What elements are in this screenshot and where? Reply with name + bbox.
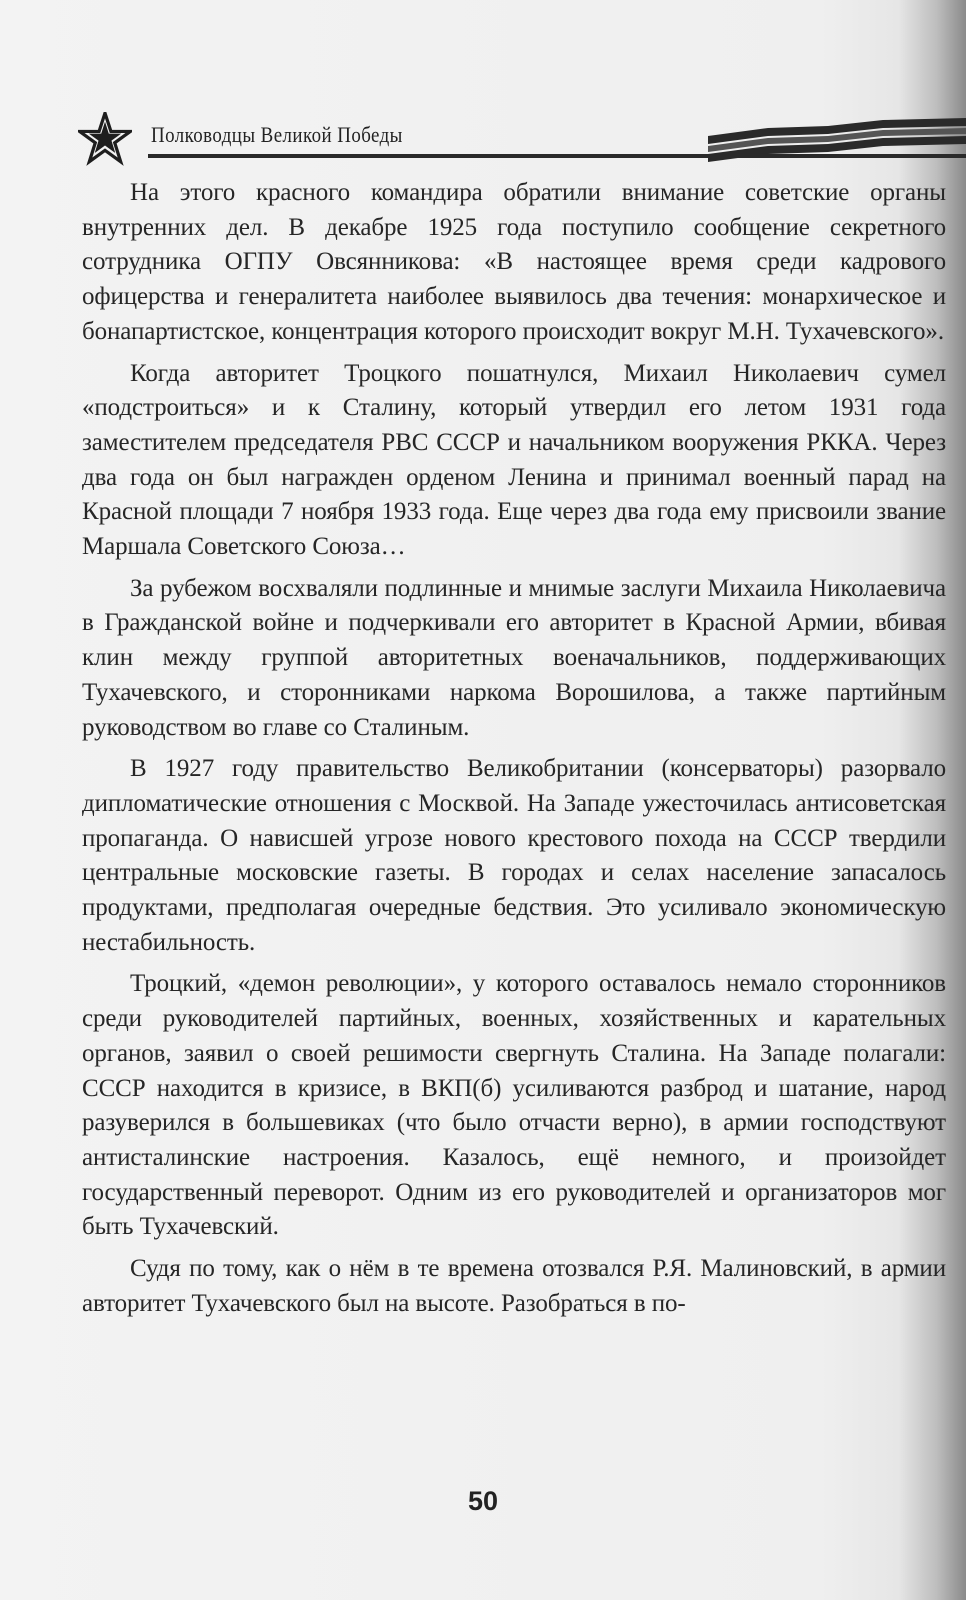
paragraph-6: Судя по тому, как о нём в те времена отозвался Р.Я. Малиновский, в армии авторитет Тухачевского был на высоте. Разобраться в по- [82,1255,946,1317]
paragraph-1: На этого красного командира обратили внимание советские органы внутренних дел. В декабре 1925 года поступило сообщение секретного сотрудника ОГПУ Овсянникова: «В настоящее время среди кадрового офицерства и генералитета наиболее выявилось два течения: монархическое и бонапартистское, концентрация которого происходит вокруг М.Н. Тухачевского». [82,179,946,345]
star-icon [78,112,132,166]
paragraph-2: Когда авторитет Троцкого пошатнулся, Михаил Николаевич сумел «подстроиться» и к Сталину, который утвердил его летом 1931 года заместителем председателя РВС СССР и начальником вооружения РККА. Через два года он был награжден орденом Ленина и принимал военный парад на Красной площади 7 ноября 1933 года. Еще через два года ему присвоили звание Маршала Советского Союза… [82,359,946,561]
running-header [78,108,966,168]
paragraph-5: Троцкий, «демон революции», у которого оставалось немало сторонников среди руководителей партийных, военных, хозяйственных и карательных органов, заявил о своей решимости свергнуть Сталина. На Западе полагали: СССР находится в кризисе, в ВКП(б) усиливаются разброд и шатание, народ разуверился в большевиках (что было отчасти верно), в армии господствуют антисталинские настроения. Казалось, ещё немного, и произойдет государственный переворот. Одним из его руководителей и организаторов мог быть Тухачевский. [82,970,946,1241]
body-text [82,176,946,1329]
page-number: 50 [467,1486,499,1516]
header-title: Полководцы Великой Победы [151,122,403,147]
paragraph-3: За рубежом восхваляли подлинные и мнимые заслуги Михаила Николаевича в Гражданской войне и подчеркивали его авторитет в Красной Армии, вбивая клин между группой авторитетных военачальников, поддерживающих Тухачевского, и сторонниками наркома Ворошилова, а также партийным руководством во главе со Сталиным. [82,574,946,741]
paragraph-4: В 1927 году правительство Великобритании (консерваторы) разорвало дипломатические отношения с Москвой. На Западе ужесточилась антисоветская пропаганда. О нависшей угрозе нового крестового похода на СССР твердили центральные московские газеты. В городах и селах население запасалось продуктами, предполагая очередные бедствия. Это усиливало экономическую нестабильность. [82,755,946,956]
ribbon-decoration [708,114,966,164]
